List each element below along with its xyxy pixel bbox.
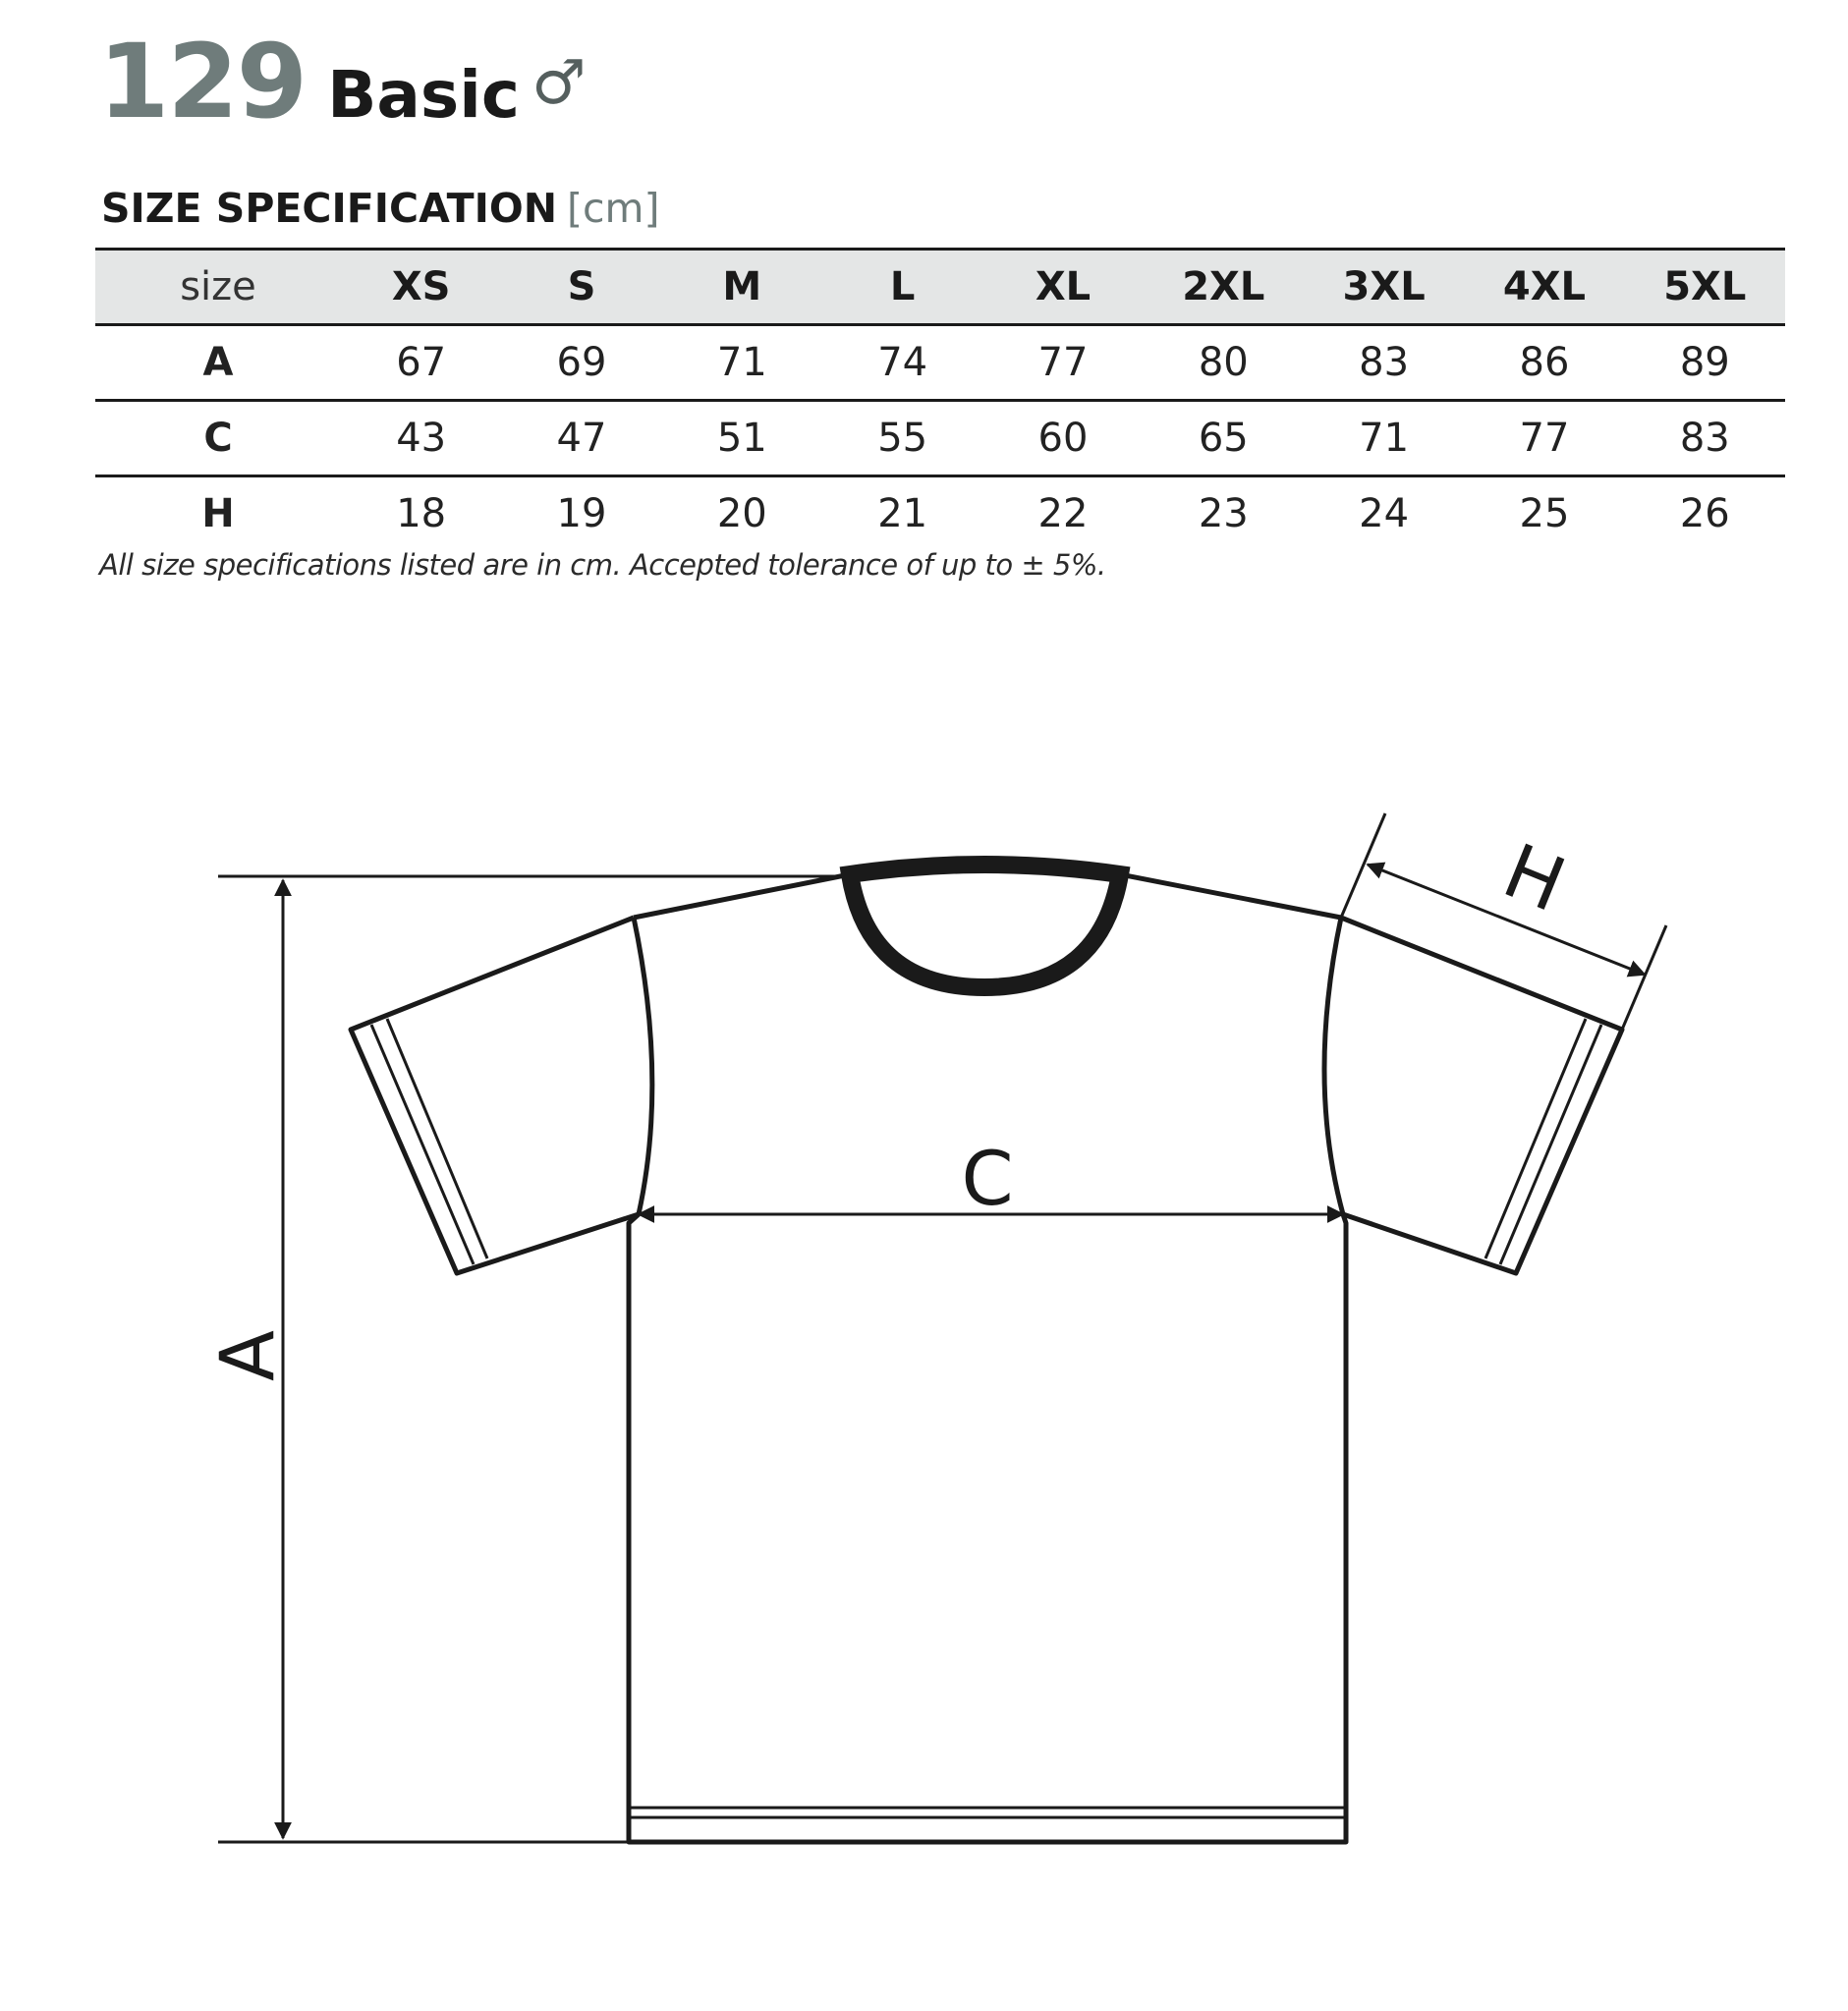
table-cell: 47: [501, 401, 661, 476]
table-cell: 18: [396, 491, 447, 536]
table-cell: 77: [1464, 401, 1624, 476]
dimension-h-left-extension: [1341, 813, 1385, 918]
heading-text: SIZE SPECIFICATION: [101, 185, 558, 232]
size-column-header: 2XL: [1144, 250, 1304, 325]
table-cell: 21: [877, 491, 928, 536]
size-column-header: S: [501, 250, 661, 325]
table-cell: 80: [1144, 325, 1304, 401]
left-sleeve: [351, 918, 639, 1273]
tshirt-outline: [351, 874, 1622, 1842]
left-armhole-seam: [634, 918, 652, 1214]
table-cell: 83: [1304, 325, 1464, 401]
size-column-header: 4XL: [1464, 250, 1624, 325]
male-symbol-icon: ♂: [531, 46, 587, 118]
table-cell: 74: [822, 325, 982, 401]
right-sleeve: [1341, 918, 1622, 1273]
size-column-header: 3XL: [1304, 250, 1464, 325]
dimension-h: [1341, 813, 1666, 1030]
dimension-a: [218, 876, 850, 1842]
dimension-h-right-extension: [1622, 925, 1666, 1030]
table-cell: 77: [982, 325, 1143, 401]
dimension-a-label: A: [203, 1330, 291, 1381]
table-cell: 26: [1679, 491, 1730, 536]
size-column-header: XS: [341, 250, 501, 325]
table-cell: 25: [1519, 491, 1570, 536]
table-cell: 86: [1464, 325, 1624, 401]
table-cell: 65: [1144, 401, 1304, 476]
tshirt-body: [629, 1214, 1346, 1842]
table-cell: 43: [341, 401, 501, 476]
table-cell: 71: [1304, 401, 1464, 476]
size-column-header: XL: [982, 250, 1143, 325]
table-cell: 69: [501, 325, 661, 401]
left-shoulder-line: [634, 874, 850, 918]
product-number: 129: [98, 22, 307, 141]
size-header-label: size: [95, 250, 341, 325]
table-cell: 89: [1625, 325, 1785, 401]
row-label: H: [201, 491, 235, 536]
product-name: Basic: [327, 57, 520, 133]
table-cell: 71: [662, 325, 822, 401]
dimension-c-label: C: [961, 1135, 1014, 1222]
size-column-header: L: [822, 250, 982, 325]
dimension-h-label: H: [1491, 826, 1578, 929]
table-cell: 60: [982, 401, 1143, 476]
left-sleeve-hem: [371, 1025, 474, 1264]
table-cell: 19: [556, 491, 607, 536]
heading-unit: [cm]: [567, 185, 660, 232]
size-footnote: All size specifications listed are in cm. Accepted tolerance of up to ± 5%.: [99, 548, 1106, 582]
right-sleeve-hem: [1500, 1025, 1601, 1264]
size-column-header: M: [662, 250, 822, 325]
size-column-header: 5XL: [1625, 250, 1785, 325]
table-cell: 83: [1625, 401, 1785, 476]
right-armhole-seam: [1324, 918, 1343, 1214]
table-cell: 51: [662, 401, 822, 476]
table-cell: 20: [716, 491, 767, 536]
collar: [850, 865, 1120, 987]
table-cell: 23: [1198, 491, 1249, 536]
row-label: C: [95, 401, 341, 476]
right-shoulder-line: [1120, 874, 1341, 918]
table-cell: 24: [1359, 491, 1410, 536]
table-cell: 67: [341, 325, 501, 401]
row-label: A: [95, 325, 341, 401]
table-cell: 22: [1037, 491, 1089, 536]
table-cell: 55: [822, 401, 982, 476]
